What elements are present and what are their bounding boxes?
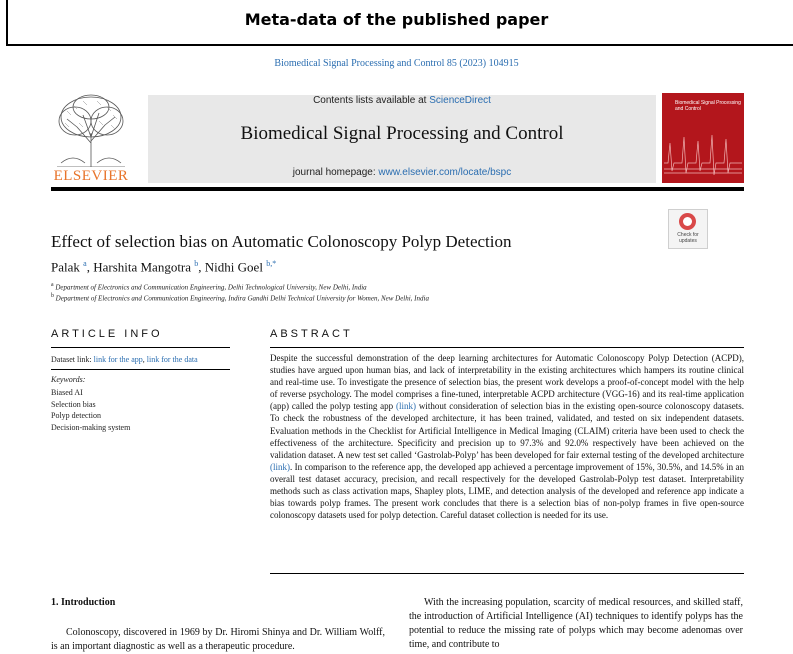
app-link[interactable]: link for the app	[93, 355, 143, 364]
journal-title: Biomedical Signal Processing and Control	[240, 123, 564, 144]
keyword-item: Decision-making system	[51, 422, 131, 432]
dataset-links: Dataset link: link for the app, link for the data	[51, 355, 198, 364]
elsevier-tree-icon	[53, 93, 129, 167]
body-right-column: With the increasing population, scarcity of medical resources, and skilled staff, the introduction of Artificial Intelligence (AI) techniques to identify polyps has the potential to reduce the missing rate of polyps which may become adenomas over time, and contribute to	[409, 597, 743, 650]
app-link-inline[interactable]: (link)	[396, 401, 417, 412]
keywords-title: Keywords:	[51, 375, 86, 384]
dataset-link-inline[interactable]: (link)	[270, 461, 290, 472]
cover-waveform-icon	[662, 123, 744, 183]
introduction-heading: 1. Introduction	[51, 597, 116, 608]
journal-citation[interactable]: Biomedical Signal Processing and Control 85 (2023) 104915	[274, 58, 519, 69]
contents-line	[148, 95, 656, 106]
dataset-rule	[51, 369, 230, 370]
journal-cover[interactable]	[662, 93, 744, 183]
affiliation-text: Department of Electronics and Communication Engineering, Delhi Technological University, New Delhi, India	[55, 283, 367, 292]
check-for-updates-icon	[679, 213, 696, 230]
author-affiliation-mark[interactable]: b	[194, 259, 199, 268]
body-left-column: Colonoscopy, discovered in 1969 by Dr. Hiromi Shinya and Dr. William Wolff, is an important diagnostic as well as a therapeutic procedure.	[51, 627, 385, 652]
author-list: Palak $^a$, Harshita Mangotra $^b$, Nidhi Goel $^{b,*}$	[51, 259, 277, 275]
homepage-prefix: journal homepage:	[292, 167, 379, 178]
keyword-list	[51, 387, 130, 433]
homepage-line	[148, 167, 656, 178]
affiliation-a	[51, 282, 367, 291]
abstract-rule-bottom	[270, 573, 744, 574]
author-name[interactable]: Nidhi Goel	[204, 259, 263, 275]
cover-title: Biomedical Signal Processing and Control	[675, 100, 741, 112]
affiliation-b	[51, 293, 429, 302]
homepage-link[interactable]: www.elsevier.com/locate/bspc	[378, 167, 512, 178]
paper-title: Effect of selection bias on Automatic Colonoscopy Polyp Detection	[51, 232, 512, 251]
affiliation-text: Department of Electronics and Communication Engineering, Indira Gandhi Delhi Technical University for Women, New Delhi, India	[55, 294, 429, 303]
author-name[interactable]: Harshita Mangotra	[93, 259, 192, 275]
data-link[interactable]: link for the data	[146, 355, 198, 364]
badge-text: Check for updates	[677, 232, 699, 244]
affiliation-mark: b	[51, 293, 54, 299]
banner-title: Meta-data of the published paper	[244, 10, 549, 29]
abstract-rule-top	[270, 347, 744, 348]
keyword-item: Selection bias	[51, 399, 96, 409]
sciencedirect-link[interactable]: ScienceDirect	[429, 95, 491, 106]
elsevier-logo[interactable]	[51, 93, 131, 183]
check-for-updates-badge[interactable]	[668, 209, 708, 249]
contents-prefix: Contents lists available at	[313, 95, 430, 106]
abstract-heading: ABSTRACT	[270, 328, 353, 340]
keyword-item: Polyp detection	[51, 411, 101, 420]
page-banner	[0, 0, 793, 46]
keyword-item: Biased AI	[51, 388, 83, 397]
elsevier-wordmark: ELSEVIER	[53, 168, 129, 184]
abstract-text: Despite the successful demonstration of the deep learning architectures for Automatic Colonoscopy Polyp Detection (ACPD), studies have argued upon human bias, and lack of interpretability in the existing architectures which hampers its routine clinical and real-time use. To investigate the presence of selection bias, the present work develops a proof-of-concept model with the help of reverse psychology. The model comprises a fine-tuned, interpretable ACPD architecture (VGG-16) and its real-time application (app) called the polyp testing app (link) without consideration of selection bias in the existing open-source colonoscopy datasets. To check the robustness of the developed architecture, it has been trained, validated, and tested on six independent datasets. Evaluation methods in the Checklist for Artificial Intelligence in Medical Imaging (CLAIM) criteria have been used to check the effectiveness of the architecture. Specificity and precision up to 97.3% and 92.0% respectively have been achieved on the validation dataset. A new test set called ‘Gastrolab-Polyp’ has been developed for fair external testing of the developed architecture (link). In comparison to the reference app, the developed app achieved a percentage improvement of 15%, 30.5%, and 14.5% in an overall test dataset accuracy, precision, and recall respectively for the developed Gastrolab-Polyp test dataset. Interpretability methods such as class activation maps, Shapley plots, LIME, and detection analysis of the developed and reference app indicate a bias towards polyp frames. The present work concludes that there is a selection bias of non-polyp frames in five open-source colonoscopy datasets used for polyp detection. Careful dataset collection is needed for its use.	[270, 353, 744, 521]
author-name[interactable]: Palak	[51, 259, 80, 275]
header-rule	[51, 187, 744, 191]
affiliation-mark: a	[51, 282, 54, 288]
author-affiliation-mark[interactable]: b,*	[266, 259, 277, 268]
article-info-heading: ARTICLE INFO	[51, 328, 163, 340]
author-affiliation-mark[interactable]: a	[83, 259, 87, 268]
journal-header	[148, 95, 656, 183]
dataset-label: Dataset link:	[51, 355, 94, 364]
article-info-rule	[51, 347, 230, 348]
